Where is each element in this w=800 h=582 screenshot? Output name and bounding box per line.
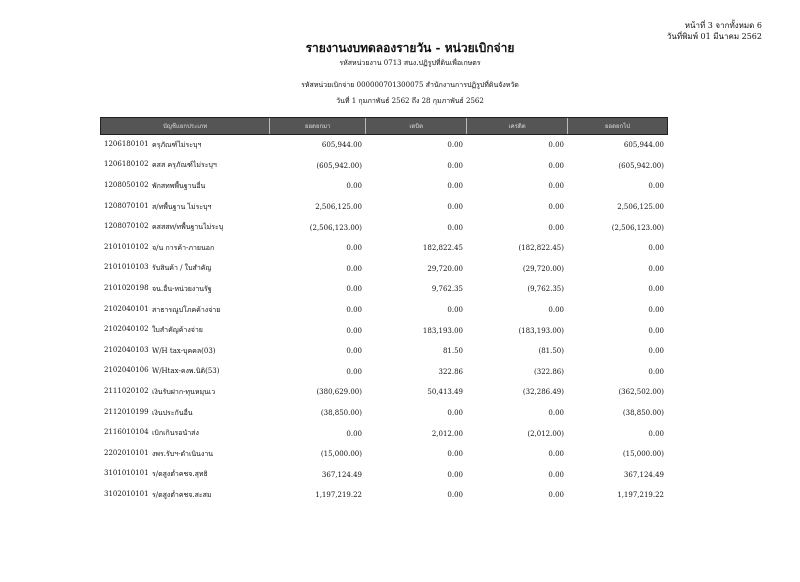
debit-cell: 182,822.45 (422, 244, 463, 253)
account-code: 1208070101 (104, 201, 149, 210)
account-name: งพร.รับฯ-ดำเนินงาน (152, 449, 214, 458)
account-cell (100, 325, 270, 336)
account-name: เงินรับฝาก-ทุนหมุนเว (152, 387, 216, 396)
table-row (100, 279, 668, 300)
debit-cell: 0.00 (447, 409, 463, 418)
debit-cell: 81.50 (442, 347, 463, 356)
page-number: หน้าที่ 3 จากทั้งหมด 6 (684, 21, 762, 30)
account-code: 2102040101 (104, 304, 149, 313)
account-name: รับสินค้า / ใบสำคัญ (152, 264, 212, 273)
debit-cell: 0.00 (447, 470, 463, 479)
credit-cell: 0.00 (548, 182, 564, 191)
debit-cell: 0.00 (447, 203, 463, 212)
debit-cell: 29,720.00 (427, 264, 463, 273)
ending-balance-cell: 0.00 (648, 429, 664, 438)
debit-cell: 0.00 (447, 450, 463, 459)
credit-cell: 0.00 (548, 203, 564, 212)
account-name: ส/ทพื้นฐาน ไม่ระบุฯ (152, 202, 212, 211)
page-info (667, 20, 762, 42)
beginning-balance-cell: (605,942.00) (316, 161, 362, 170)
ending-balance-cell: (362,502.00) (618, 388, 664, 397)
credit-cell: 0.00 (548, 141, 564, 150)
account-code: 3101010101 (104, 469, 149, 478)
ending-balance-cell: 0.00 (648, 326, 664, 335)
account-code: 2116010104 (104, 428, 149, 437)
account-cell (100, 469, 270, 480)
beginning-balance-cell: 0.00 (346, 326, 362, 335)
beginning-balance-cell: (380,629.00) (316, 388, 362, 397)
beginning-balance-cell: (38,850.00) (320, 409, 362, 418)
credit-cell: 0.00 (548, 491, 564, 500)
table-row (100, 320, 668, 341)
table-row (100, 217, 668, 238)
debit-cell: 0.00 (447, 491, 463, 500)
ending-balance-cell: (2,506,123.00) (611, 223, 664, 232)
debit-cell: 0.00 (447, 223, 463, 232)
account-cell (100, 160, 270, 171)
table-row (100, 485, 668, 506)
account-cell (100, 428, 270, 439)
ending-balance-cell: 2,506,125.00 (617, 203, 664, 212)
credit-cell: (183,193.00) (518, 326, 564, 335)
credit-cell: (9,762.35) (527, 285, 564, 294)
account-name: W/H tax-บุคคล(03) (152, 346, 216, 355)
beginning-balance-cell: 2,506,125.00 (315, 203, 362, 212)
table-row (100, 382, 668, 403)
account-cell (100, 222, 270, 233)
table-row (100, 156, 668, 177)
ending-balance-cell: 0.00 (648, 285, 664, 294)
debit-cell: 9,762.35 (431, 285, 463, 294)
ending-balance-cell: 605,944.00 (623, 141, 664, 150)
table-row (100, 362, 668, 383)
credit-cell: 0.00 (548, 161, 564, 170)
table-row (100, 423, 668, 444)
account-code: 2112010199 (104, 407, 149, 416)
ending-balance-cell: (38,850.00) (622, 409, 664, 418)
account-name: ครุภัณฑ์ไม่ระบุฯ (152, 140, 202, 149)
report-title: รายงานงบทดลองรายวัน - หน่วยเบิกจ่าย (305, 41, 515, 55)
credit-cell: 0.00 (548, 470, 564, 479)
account-code: 2102040103 (104, 345, 149, 354)
account-name: จน.อื่น-หน่วยงานรัฐ (152, 284, 212, 293)
disbursement-unit: รหัสหน่วยเบิกจ่าย 000000701300075 สำนักงานการปฏิรูปที่ดินจังหวัด (301, 81, 519, 89)
account-cell (100, 449, 270, 460)
account-name: จ/น การค้า-ภายนอก (152, 243, 215, 252)
col-account: บัญชีแยกประเภท (101, 118, 270, 134)
debit-cell: 0.00 (447, 182, 463, 191)
table-row (100, 238, 668, 259)
ending-balance-cell: (605,942.00) (618, 161, 664, 170)
col-ending-balance: ยอดยกไป (605, 123, 631, 130)
account-cell (100, 490, 270, 501)
account-code: 2101010103 (104, 263, 149, 272)
account-code: 2101010102 (104, 242, 149, 251)
col-beginning-balance: ยอดยกมา (270, 118, 366, 134)
ending-balance-cell: 0.00 (648, 264, 664, 273)
debit-cell: 0.00 (447, 161, 463, 170)
account-code: 1208070102 (104, 222, 149, 231)
credit-cell: 0.00 (548, 223, 564, 232)
table-row (100, 300, 668, 321)
ending-balance-cell: 1,197,219.22 (617, 491, 664, 500)
credit-cell: 0.00 (548, 450, 564, 459)
table-row (100, 465, 668, 486)
beginning-balance-cell: 0.00 (346, 244, 362, 253)
beginning-balance-cell: 0.00 (346, 264, 362, 273)
account-cell (100, 140, 270, 151)
debit-cell: 50,413.49 (427, 388, 463, 397)
print-date: วันที่พิมพ์ 01 มีนาคม 2562 (666, 32, 762, 41)
debit-cell: 0.00 (447, 141, 463, 150)
account-name: พักสทพพื้นฐานอื่น (152, 181, 206, 190)
account-code: 2202010101 (104, 448, 149, 457)
beginning-balance-cell: 0.00 (346, 347, 362, 356)
account-code: 2101020198 (104, 283, 149, 292)
beginning-balance-cell: 0.00 (346, 306, 362, 315)
account-code: 2111020102 (104, 386, 149, 395)
trial-balance-table (100, 117, 668, 506)
table-row (100, 176, 668, 197)
table-row (100, 135, 668, 156)
table-row (100, 403, 668, 424)
beginning-balance-cell: 367,124.49 (321, 470, 362, 479)
account-cell (100, 305, 270, 316)
ending-balance-cell: 0.00 (648, 367, 664, 376)
debit-cell: 322.86 (438, 367, 463, 376)
account-code: 1208050102 (104, 180, 149, 189)
debit-cell: 2,012.00 (431, 429, 463, 438)
account-cell (100, 202, 270, 213)
table-body (100, 135, 668, 506)
beginning-balance-cell: 1,197,219.22 (315, 491, 362, 500)
credit-cell: 0.00 (548, 306, 564, 315)
account-code: 1206180102 (104, 160, 149, 169)
credit-cell: (81.50) (538, 347, 564, 356)
account-code: 3102010101 (104, 489, 149, 498)
account-name: ร/ดสูงต่ำคชจ.สุทธิ (152, 470, 208, 479)
debit-cell: 0.00 (447, 306, 463, 315)
account-name: คสส ครุภัณฑ์ไม่ระบุฯ (152, 161, 217, 170)
table-row (100, 197, 668, 218)
col-debit: เดบิต (366, 118, 467, 134)
beginning-balance-cell: 605,944.00 (321, 141, 362, 150)
credit-cell: (29,720.00) (522, 264, 564, 273)
beginning-balance-cell: (2,506,123.00) (309, 223, 362, 232)
ending-balance-cell: 0.00 (648, 244, 664, 253)
table-header (100, 117, 668, 135)
agency-code: รหัสหน่วยงาน 0713 สนง.ปฏิรูปที่ดินเพื่อเกษตร (339, 59, 481, 67)
ending-balance-cell: 367,124.49 (623, 470, 664, 479)
account-cell (100, 181, 270, 192)
credit-cell: (2,012.00) (527, 429, 564, 438)
account-cell (100, 366, 270, 377)
ending-balance-cell: 0.00 (648, 347, 664, 356)
account-name: คสสสท/ทพื้นฐานไม่ระบุ (152, 223, 224, 232)
col-credit: เครดิต (467, 118, 568, 134)
account-name: W/Htax-คงพ.นิติ(53) (152, 367, 220, 376)
table-row (100, 341, 668, 362)
table-row (100, 444, 668, 465)
account-cell (100, 243, 270, 254)
ending-balance-cell: (15,000.00) (622, 450, 664, 459)
credit-cell: (182,822.45) (518, 244, 564, 253)
beginning-balance-cell: 0.00 (346, 285, 362, 294)
report-header (260, 40, 560, 106)
account-name: ใบสำคัญค้างจ่าย (152, 326, 203, 335)
account-code: 2102040106 (104, 366, 149, 375)
account-code: 1206180101 (104, 139, 149, 148)
table-row (100, 259, 668, 280)
report-period: วันที่ 1 กุมภาพันธ์ 2562 ถึง 28 กุมภาพันธ์ 2562 (336, 97, 484, 105)
account-name: สาธารณูปโภคค้างจ่าย (152, 305, 221, 314)
ending-balance-cell: 0.00 (648, 182, 664, 191)
account-name: ร/ดสูงต่ำคชจ.สะสม (152, 490, 212, 499)
beginning-balance-cell: 0.00 (346, 182, 362, 191)
beginning-balance-cell: (15,000.00) (320, 450, 362, 459)
account-cell (100, 284, 270, 295)
account-code: 2102040102 (104, 325, 149, 334)
account-cell (100, 408, 270, 419)
account-name: เบิกเกินรอนำส่ง (152, 429, 199, 438)
account-cell (100, 387, 270, 398)
ending-balance-cell: 0.00 (648, 306, 664, 315)
credit-cell: 0.00 (548, 409, 564, 418)
credit-cell: (32,286.49) (522, 388, 564, 397)
credit-cell: (322.86) (534, 367, 564, 376)
account-cell (100, 346, 270, 357)
beginning-balance-cell: 0.00 (346, 429, 362, 438)
account-name: เงินประกันอื่น (152, 408, 193, 417)
account-cell (100, 263, 270, 274)
beginning-balance-cell: 0.00 (346, 367, 362, 376)
debit-cell: 183,193.00 (422, 326, 463, 335)
